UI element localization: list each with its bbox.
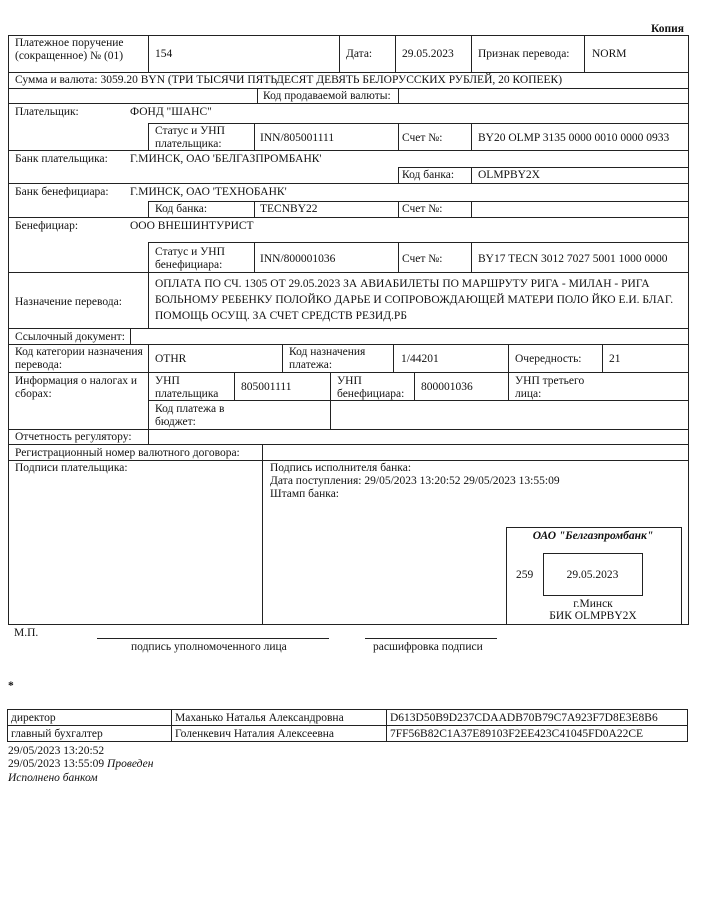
divider	[8, 183, 689, 184]
category-label: Код категории назначения перевода:	[15, 346, 143, 371]
divider	[8, 444, 689, 445]
sold-currency-label: Код продаваемой валюты:	[263, 90, 391, 102]
asterisk-mark: *	[8, 680, 14, 692]
col-line	[148, 123, 149, 151]
payer-unp-label: УНП плательщика	[155, 375, 219, 400]
order-title: Платежное поручение (сокращенное) № (01)	[15, 37, 124, 62]
stamp-number: 259	[516, 569, 534, 581]
col-line	[282, 344, 283, 373]
stamp-bank-name: ОАО "Белгазпромбанк"	[532, 530, 654, 542]
log-line-3: Исполнено банком	[8, 772, 98, 784]
amount-text: Сумма и валюта: 3059.20 BYN (ТРИ ТЫСЯЧИ ПЯТЬДЕСЯТ ДЕВЯТЬ БЕЛОРУССКИХ РУБЛЕЙ, 20 КОПЕЕК)	[15, 74, 563, 86]
col-line	[254, 123, 255, 151]
payer-unp: INN/805001111	[260, 132, 335, 144]
beneficiary-bank-account-label: Счет №:	[402, 203, 443, 215]
third-unp-label: УНП третьего лица:	[515, 375, 585, 400]
col-line	[262, 444, 263, 625]
payer-bank-label: Банк плательщика:	[15, 153, 108, 165]
tax-beneficiary-unp: 800001036	[421, 381, 473, 393]
col-line	[339, 35, 340, 73]
col-line	[330, 372, 331, 430]
payer-bank-code: OLMPBY2X	[478, 169, 540, 181]
col-line	[471, 242, 472, 273]
budget-code-label: Код платежа в бюджет:	[155, 403, 225, 428]
payer-bank-name: Г.МИНСК, ОАО 'БЕЛГАЗПРОМБАНК'	[130, 153, 322, 165]
purpose-code-label: Код назначения платежа:	[289, 346, 366, 371]
divider	[8, 328, 689, 329]
transfer-sign-value: NORM	[592, 48, 627, 60]
beneficiary-bank-label: Банк бенефициара:	[15, 186, 109, 198]
priority-value: 21	[609, 353, 621, 365]
col-line	[393, 344, 394, 373]
purpose-text: ОПЛАТА ПО СЧ. 1305 ОТ 29.05.2023 ЗА АВИАБИЛЕТЫ ПО МАРШРУТУ РИГА - МИЛАН - РИГА БОЛЬНОМУ РЕБЕНКУ ПОЛОЙКО ДАРЬЕ И СОПРОВОЖДАЮЩЕЙ МАТЕРИ ПОЛО ЙКО Е.И. БЛАГ. ПОМОЩЬ ОСУЩ. ЗА СЧЕТ СРЕДСТВ РЕЗИД.РБ	[155, 278, 674, 322]
divider	[398, 167, 689, 168]
payer-name: ФОНД "ШАНС"	[130, 106, 212, 118]
divider	[8, 372, 689, 373]
log-line-1: 29/05/2023 13:20:52	[8, 745, 105, 757]
col-line	[584, 35, 585, 73]
purpose-label: Назначение перевода:	[15, 296, 122, 308]
col-line	[471, 201, 472, 218]
table-row	[8, 710, 688, 726]
divider	[8, 88, 689, 89]
col-line	[148, 272, 149, 329]
divider	[148, 242, 689, 243]
col-line	[398, 167, 399, 184]
signature-caption: подпись уполномоченного лица	[131, 641, 287, 653]
col-line	[130, 328, 131, 345]
form-border-top	[8, 35, 689, 36]
signer-name: Голенкевич Наталия Алексеевна	[172, 726, 387, 742]
col-line	[395, 35, 396, 73]
col-line	[148, 344, 149, 373]
col-line	[471, 123, 472, 151]
decode-caption: расшифровка подписи	[373, 641, 483, 653]
log-line-2	[8, 758, 153, 771]
divider	[148, 123, 689, 124]
beneficiary-bank-code: TECNBY22	[260, 203, 318, 215]
signer-hash: 7FF56B82C1A37E89103F2EE423C41045FD0A22CE	[387, 726, 688, 742]
divider	[8, 344, 689, 345]
signer-hash: D613D50B9D237CDAADB70B79C7A923F7D8E3E8B6	[387, 710, 688, 726]
payer-signatures-label: Подписи плательщика:	[15, 462, 128, 474]
beneficiary-unp-label: УНП бенефициара:	[337, 375, 405, 400]
transfer-sign-label: Признак перевода:	[478, 48, 570, 60]
payer-account-label: Счет №:	[402, 132, 443, 144]
beneficiary-bank-name: Г.МИНСК, ОАО 'ТЕХНОБАНК'	[130, 186, 287, 198]
divider	[148, 201, 689, 202]
col-line	[398, 123, 399, 151]
beneficiary-account: BY17 TECN 3012 7027 5001 1000 0000	[478, 253, 668, 265]
divider	[8, 150, 689, 151]
beneficiary-unp: INN/800001036	[260, 253, 336, 265]
reference-doc-label: Ссылочный документ:	[15, 331, 125, 343]
col-line	[398, 88, 399, 104]
col-line	[602, 344, 603, 373]
divider	[8, 72, 689, 73]
form-border-left	[8, 35, 9, 625]
log-line-2-time: 29/05/2023 13:55:09	[8, 758, 105, 770]
table-row	[8, 726, 688, 742]
bank-executor-label: Подпись исполнителя банка:	[270, 462, 412, 474]
log-line-2-status: Проведен	[107, 758, 154, 770]
col-line	[148, 429, 149, 445]
divider	[8, 460, 689, 461]
col-line	[148, 372, 149, 430]
col-line	[508, 372, 509, 401]
order-date: 29.05.2023	[402, 48, 454, 60]
stamp-city: г.Минск	[573, 598, 613, 610]
divider	[8, 217, 689, 218]
signer-name: Маханько Наталья Александровна	[172, 710, 387, 726]
col-line	[254, 201, 255, 218]
col-line	[471, 167, 472, 184]
divider	[8, 272, 689, 273]
date-label: Дата:	[346, 48, 373, 60]
col-line	[471, 35, 472, 73]
mp-label: М.П.	[14, 627, 39, 639]
signers-table	[7, 709, 688, 742]
col-line	[254, 242, 255, 273]
col-line	[398, 201, 399, 218]
tax-payer-unp: 805001111	[241, 381, 292, 393]
taxes-label: Информация о налогах и сборах:	[15, 375, 138, 400]
payer-bank-code-label: Код банка:	[402, 169, 455, 181]
contract-label: Регистрационный номер валютного договора:	[15, 447, 240, 459]
signer-role: директор	[8, 710, 172, 726]
copy-label: Копия	[651, 23, 684, 35]
decode-line	[365, 638, 497, 639]
beneficiary-name: ООО ВНЕШИНТУРИСТ	[130, 220, 254, 232]
divider	[8, 103, 689, 104]
order-number: 154	[155, 48, 173, 60]
payer-status-label: Статус и УНП плательщика:	[155, 125, 225, 150]
col-line	[414, 372, 415, 401]
beneficiary-account-label: Счет №:	[402, 253, 443, 265]
col-line	[148, 242, 149, 273]
beneficiary-bank-code-label: Код банка:	[155, 203, 208, 215]
col-line	[234, 372, 235, 401]
regulator-label: Отчетность регулятору:	[15, 431, 132, 443]
col-line	[148, 201, 149, 218]
receipt-date: Дата поступления: 29/05/2023 13:20:52 29/05/2023 13:55:09	[270, 475, 560, 487]
signature-line	[97, 638, 329, 639]
col-line	[257, 88, 258, 104]
signer-role: главный бухгалтер	[8, 726, 172, 742]
col-line	[508, 344, 509, 373]
purpose-code: 1/44201	[401, 353, 439, 365]
col-line	[398, 242, 399, 273]
beneficiary-label: Бенефициар:	[15, 220, 79, 232]
stamp-bic: БИК OLMPBY2X	[549, 610, 637, 622]
col-line	[148, 35, 149, 73]
bank-stamp-label: Штамп банка:	[270, 488, 339, 500]
beneficiary-status-label: Статус и УНП бенефициара:	[155, 246, 225, 271]
stamp-date: 29.05.2023	[566, 569, 619, 581]
priority-label: Очередность:	[515, 353, 582, 365]
payer-label: Плательщик:	[15, 106, 79, 118]
category-value: OTHR	[155, 353, 187, 365]
payer-account: BY20 OLMP 3135 0000 0010 0000 0933	[478, 132, 670, 144]
divider	[8, 429, 689, 430]
